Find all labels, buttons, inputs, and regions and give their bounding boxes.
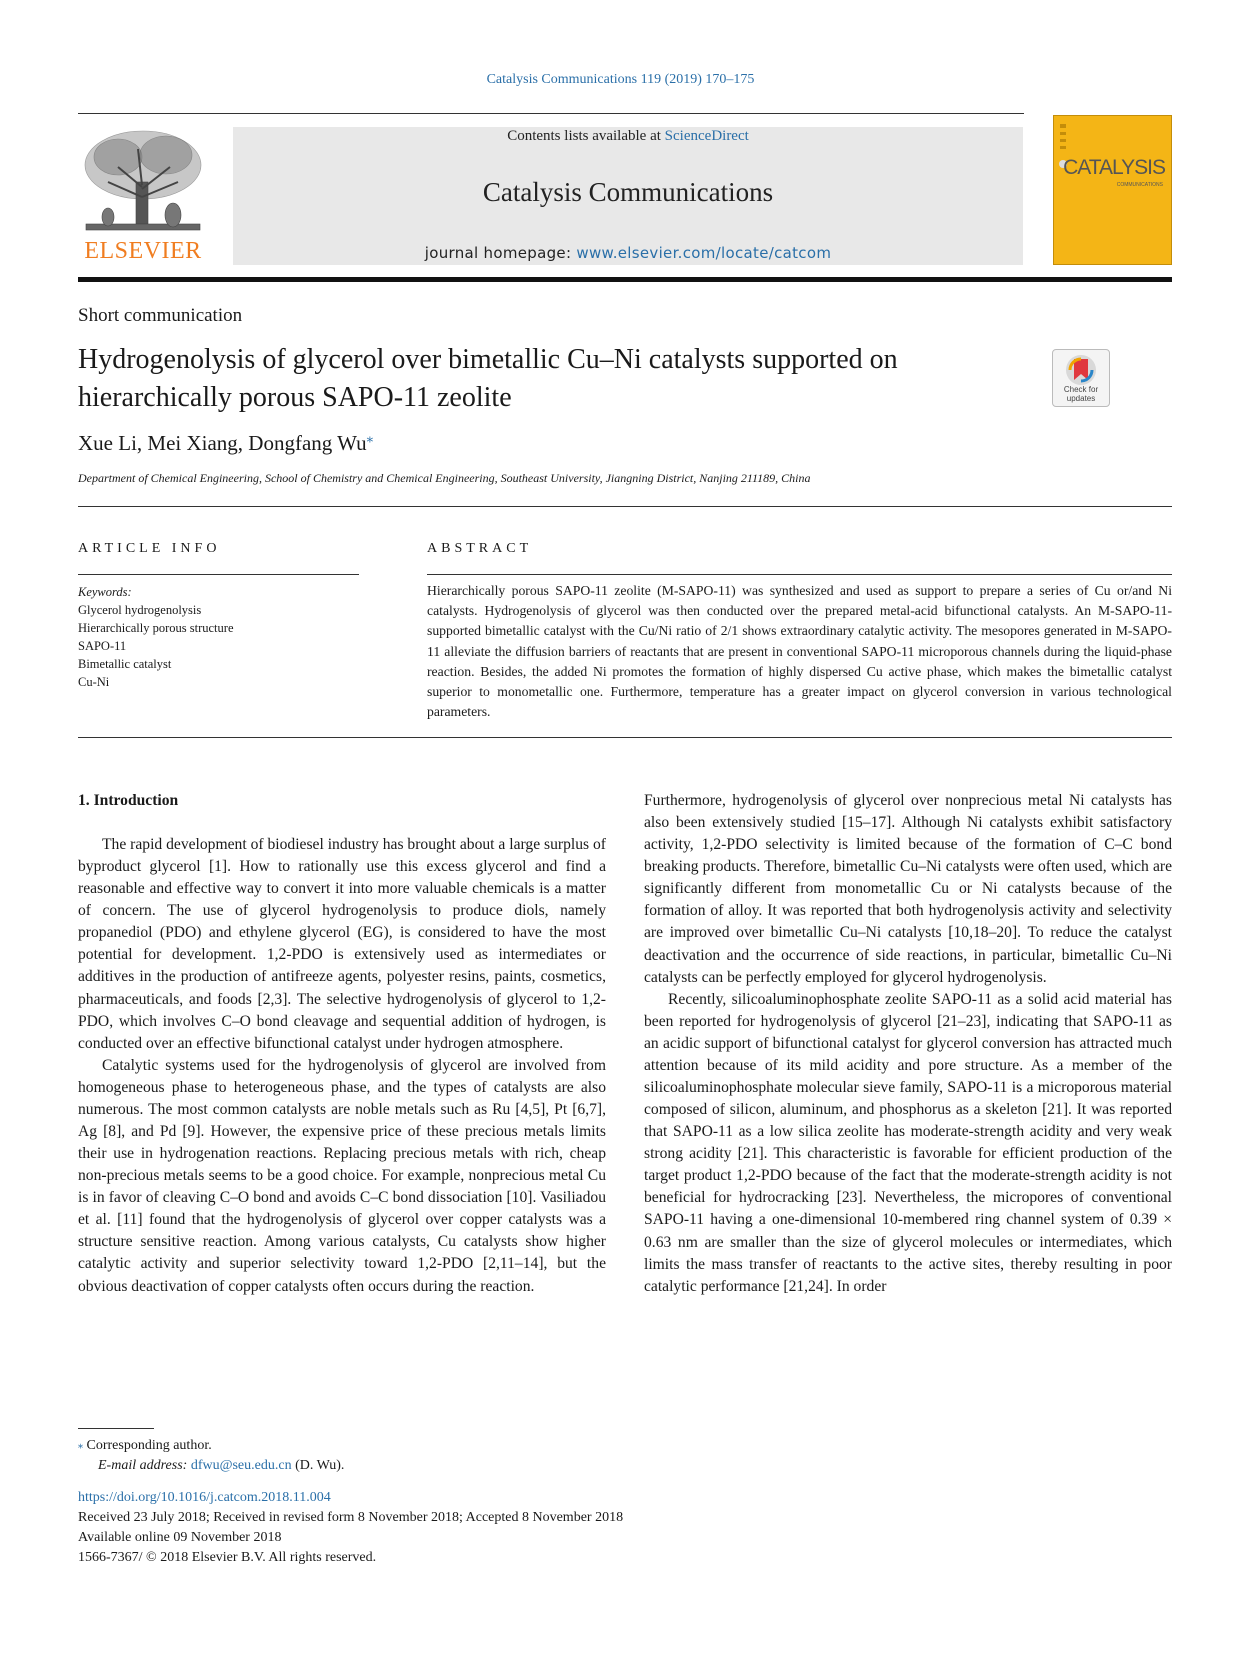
- authors-text: Xue Li, Mei Xiang, Dongfang Wu: [78, 431, 367, 455]
- article-title: Hydrogenolysis of glycerol over bimetallic Cu–Ni catalysts supported on hierarchically porous SAPO-11 zeolite: [78, 344, 898, 413]
- contents-prefix: Contents lists available at: [507, 128, 665, 144]
- keyword-item: Glycerol hydrogenolysis: [78, 603, 202, 617]
- section-heading-introduction: 1. Introduction: [78, 792, 179, 809]
- email-label: E-mail address:: [98, 1457, 188, 1473]
- abstract-divider: [427, 574, 1172, 575]
- homepage-prefix: journal homepage:: [424, 244, 577, 262]
- bookmark-icon: [1061, 353, 1101, 389]
- journal-name: Catalysis Communications: [482, 177, 774, 207]
- elsevier-wordmark: ELSEVIER: [84, 238, 202, 264]
- keywords-label: Keywords:: [78, 585, 132, 599]
- corresponding-author-note: [78, 1436, 344, 1456]
- cover-title: CATALYSIS: [1063, 156, 1165, 179]
- doi-link[interactable]: https://doi.org/10.1016/j.catcom.2018.11.004: [78, 1490, 331, 1505]
- tree-icon: [78, 127, 208, 235]
- received-dates: Received 23 July 2018; Received in revised form 8 November 2018; Accepted 8 November 2018: [78, 1510, 624, 1525]
- check-updates-label: Check for updates: [1063, 385, 1099, 403]
- article-info-divider: [78, 574, 359, 575]
- top-divider: [78, 113, 1024, 114]
- corresponding-author-mark[interactable]: ⁎: [366, 430, 374, 445]
- body-paragraph: Recently, silicoaluminophosphate zeolite SAPO-11 as a solid acid material has been reported for hydrogenolysis of glycerol [21–23], indicating that SAPO-11 as an acidic support of bifunctional catalyst for glycerol conversion has attracted much attention because of its mild acidity and pore structure. As a member of the silicoaluminophosphate molecular sieve family, SAPO-11 is a microporous material composed of silicon, aluminum, and phosphorus as a skeleton [21]. It was reported that SAPO-11 as a low silica zeolite has moderate-strength acidity and very weak strong acidity [21]. This characteristic is favorable for efficient production of the target product 1,2-PDO because of the fact that the moderate-strength acidity is not beneficial for hydrocracking [23]. Nevertheless, the micropores of conventional SAPO-11 having a one-dimensional 10-membered ring channel system of 0.39 × 0.63 nm are smaller than the size of glycerol molecules or intermediates, which limits the mass transfer of reactants to the active sites, thereby resulting in poor catalytic performance [21,24]. In order: [644, 990, 1172, 1295]
- abstract-heading: ABSTRACT: [427, 541, 533, 556]
- author-list: [78, 430, 373, 456]
- body-column-right: [644, 790, 1172, 1298]
- publication-info: [78, 1488, 623, 1568]
- abstract-text: Hierarchically porous SAPO-11 zeolite (M-SAPO-11) was synthesized and used as support to prepare a series of Cu or/and Ni catalysts. Hydrogenolysis of glycerol was then conducted over the prepared metal-acid bifunctional catalysts. An M-SAPO-11-supported bimetallic catalyst with the Cu/Ni ratio of 2/1 shows extraordinary catalytic activity. The mesopores generated in M-SAPO-11 alleviate the diffusion barriers of reactants that are present in conventional SAPO-11 microporous channels during the liquid-phase reaction. Besides, the added Ni promotes the formation of highly dispersed Cu active phase, which makes the bimetallic catalyst superior to monometallic one. Furthermore, temperature has a greater impact on glycerol conversion in various technological parameters.: [427, 583, 1172, 720]
- footnote-divider: [78, 1428, 154, 1429]
- keyword-item: Cu-Ni: [78, 675, 110, 689]
- email-line: [78, 1456, 344, 1476]
- body-paragraph: Catalytic systems used for the hydrogenolysis of glycerol are involved from homogeneous phase to heterogeneous phase, and the types of catalysts are also numerous. The most common catalysts are noble metals such as Ru [4,5], Pt [6,7], Ag [8], and Pd [9]. However, the expensive price of these precious metals limits their use in hydrogenation reactions. Replacing precious metals with rich, cheap non-precious metals seems to be a good choice. For example, nonprecious metal Cu is in favor of cleaving C–O bond and avoids C–C bond dissociation [10]. Vasiliadou et al. [11] found that the hydrogenolysis of glycerol over copper catalysts was a structure sensitive reaction. Among various catalysts, Cu catalysts show higher catalytic activity and superior selectivity toward 1,2-PDO [2,11–14], but the obvious deactivation of copper catalysts often occurs during the reaction.: [78, 1056, 606, 1295]
- keywords-block: [78, 583, 234, 691]
- email-suffix: (D. Wu).: [291, 1457, 345, 1473]
- journal-header: [233, 127, 1023, 265]
- abstract-bottom-divider: [78, 737, 1172, 738]
- keyword-item: SAPO-11: [78, 639, 127, 653]
- cover-subtitle: COMMUNICATIONS: [1116, 182, 1163, 188]
- journal-citation-link[interactable]: Catalysis Communications 119 (2019) 170–175: [486, 72, 755, 87]
- copyright: 1566-7367/ © 2018 Elsevier B.V. All rights reserved.: [78, 1550, 377, 1565]
- keyword-item: Bimetallic catalyst: [78, 657, 172, 671]
- body-paragraph: Furthermore, hydrogenolysis of glycerol over nonprecious metal Ni catalysts has also been extensively studied [15–17]. Although Ni catalysts exhibit satisfactory activity, 1,2-PDO selectivity is limited because of the formation of C–C bond breaking products. Therefore, bimetallic Cu–Ni catalysts were often used, which are significantly different from monometallic Cu or Ni catalysts because of the formation of alloy. It was reported that both hydrogenolysis activity and selectivity are improved over bimetallic Cu–Ni catalysts [10,18–20]. To reduce the catalyst deactivation and the occurrence of side reactions, in particular, bimetallic Cu–Ni catalysts can be perfectly employed for glycerol hydrogenolysis.: [644, 792, 1172, 986]
- cover-decoration-icon: [1058, 122, 1068, 242]
- affiliation-divider: [78, 506, 1172, 507]
- homepage-line: [233, 244, 1023, 262]
- corresponding-label: Corresponding author.: [83, 1438, 212, 1453]
- body-column-left: [78, 790, 606, 1298]
- body-paragraph: The rapid development of biodiesel industry has brought about a large surplus of byproduct glycerol [1]. How to rationally use this excess glycerol and find a reasonable and effective way to convert it into more valuable chemicals is a matter of concern. The use of glycerol hydrogenolysis to produce diols, namely propanediol (PDO) and ethylene glycerol (EG), is considered to have the most potential for development. 1,2-PDO is extensively used as intermediates or additives in the production of antifreeze agents, polyester resins, paints, cosmetics, pharmaceuticals, and foods [2,3]. The selective hydrogenolysis of glycerol to 1,2-PDO, which involves C–O bond cleavage and sequential addition of hydrogen, is conducted over an effective bifunctional catalyst under hydrogen atmosphere.: [78, 836, 606, 1052]
- article-info-heading: ARTICLE INFO: [78, 541, 221, 556]
- elsevier-logo: [78, 127, 208, 265]
- header-thick-rule: [78, 277, 1172, 282]
- journal-cover[interactable]: [1053, 115, 1172, 265]
- check-for-updates-button[interactable]: [1052, 349, 1110, 407]
- article-type: Short communication: [78, 305, 243, 326]
- footnote-mark: ⁎: [78, 1440, 83, 1451]
- homepage-link[interactable]: www.elsevier.com/locate/catcom: [576, 244, 832, 262]
- footnote: [78, 1436, 344, 1475]
- email-link[interactable]: dfwu@seu.edu.cn: [190, 1457, 292, 1473]
- affiliation: Department of Chemical Engineering, School of Chemistry and Chemical Engineering, Southeast University, Jiangning District, Nanjing 211189, China: [78, 471, 811, 485]
- sciencedirect-link[interactable]: ScienceDirect: [664, 128, 749, 144]
- contents-line: [233, 127, 1023, 145]
- available-online: Available online 09 November 2018: [78, 1530, 282, 1545]
- keyword-item: Hierarchically porous structure: [78, 621, 234, 635]
